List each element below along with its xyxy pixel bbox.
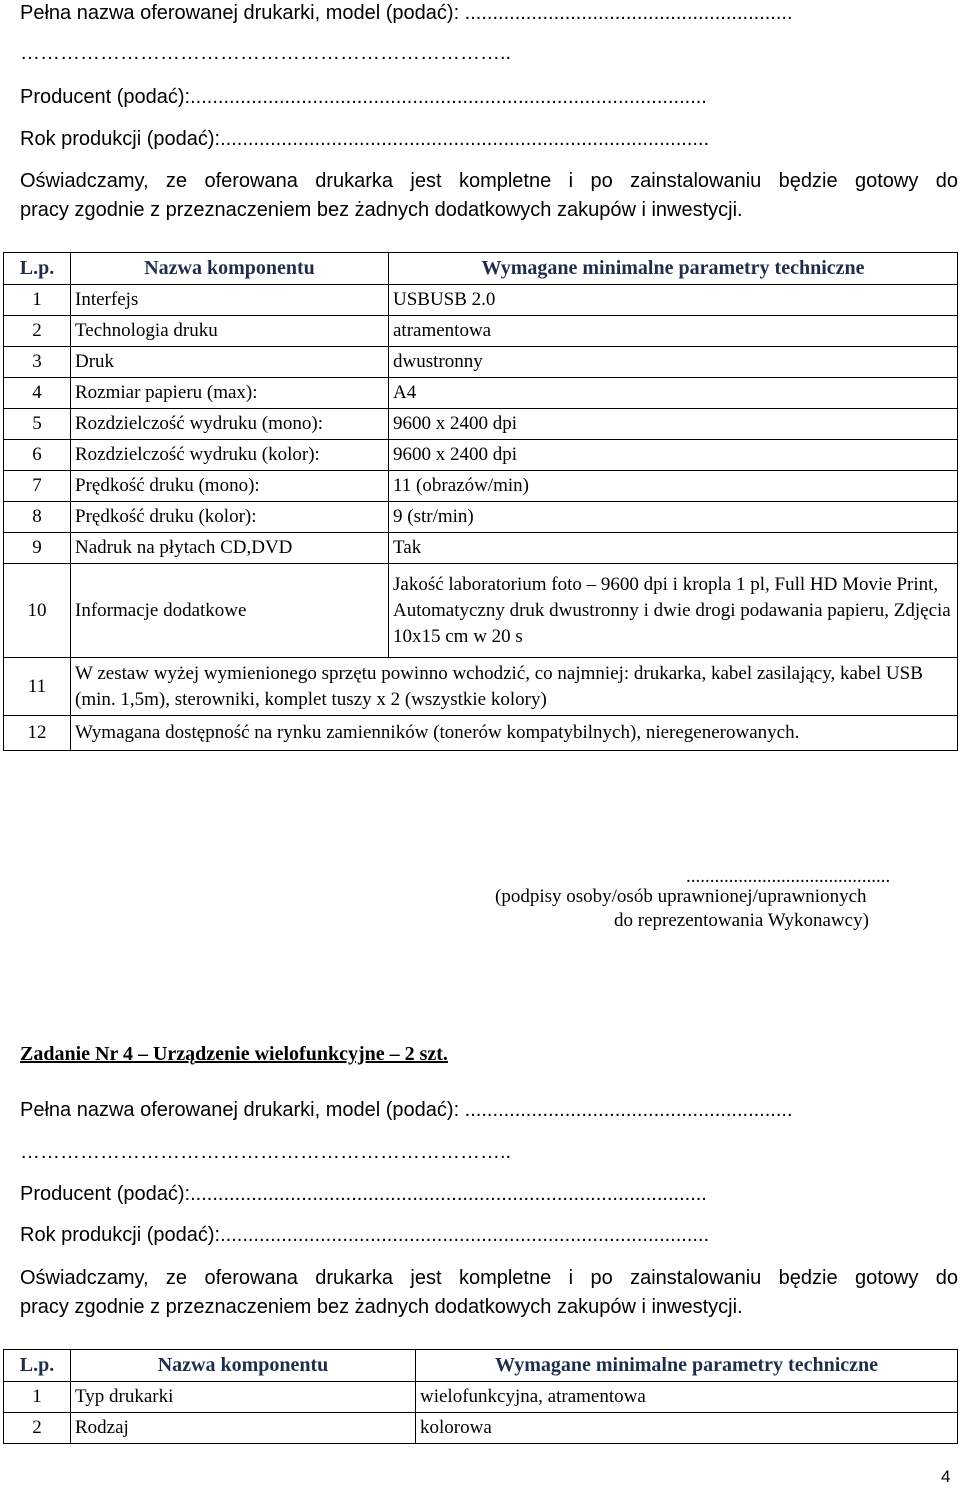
component-value: kolorowa — [416, 1413, 958, 1444]
declaration-line-2: pracy zgodnie z przeznaczeniem bez żadnych dodatkowych zakupów i inwestycji. — [20, 1296, 743, 1318]
component-value: 9 (str/min) — [389, 502, 958, 533]
year-line: Rok produkcji (podać):........................................................................................ — [20, 1224, 710, 1246]
row-number: 1 — [4, 1382, 71, 1413]
declaration-line-1: Oświadczamy, ze oferowana drukarka jest kompletne i po zainstalowaniu będzie gotowy do — [20, 1267, 958, 1289]
declaration-line-1: Oświadczamy, ze oferowana drukarka jest kompletne i po zainstalowaniu będzie gotowy do — [20, 170, 958, 192]
component-value: dwustronny — [389, 347, 958, 378]
page-number: 4 — [941, 1467, 951, 1486]
dots-line: ……………………………………………………………….. — [20, 1141, 512, 1163]
year-line: Rok produkcji (podać):........................................................................................ — [20, 128, 710, 150]
component-value: 11 (obrazów/min) — [389, 471, 958, 502]
column-header-name: Nazwa komponentu — [71, 253, 389, 285]
column-header-params: Wymagane minimalne parametry techniczne — [389, 253, 958, 285]
component-value: Jakość laboratorium foto – 9600 dpi i kropla 1 pl, Full HD Movie Print, Automatyczny druk dwustronny i dwie drogi podawania papieru, Zdjęcia 10x15 cm w 20 s — [389, 564, 958, 658]
component-name: Informacje dodatkowe — [71, 564, 389, 658]
table-row — [4, 347, 958, 378]
component-value: USBUSB 2.0 — [389, 285, 958, 316]
producer-line: Producent (podać):............................................................................................. — [20, 1183, 707, 1205]
table-row — [4, 378, 958, 409]
table-row — [4, 502, 958, 533]
component-name: Prędkość druku (kolor): — [71, 502, 389, 533]
component-name: Technologia druku — [71, 316, 389, 347]
row-number: 7 — [4, 471, 71, 502]
table-row — [4, 471, 958, 502]
column-header-lp: L.p. — [4, 253, 71, 285]
row-number: 1 — [4, 285, 71, 316]
component-value: 9600 x 2400 dpi — [389, 409, 958, 440]
table-row — [4, 440, 958, 471]
table-row — [4, 1382, 958, 1413]
component-name: Druk — [71, 347, 389, 378]
package-contents: W zestaw wyżej wymienionego sprzętu powinno wchodzić, co najmniej: drukarka, kabel zasilający, kabel USB (min. 1,5m), sterowniki, komplet tuszy x 2 (wszystkie kolory) — [71, 658, 958, 716]
table-row — [4, 409, 958, 440]
table-row — [4, 533, 958, 564]
column-header-lp: L.p. — [4, 1350, 71, 1382]
requirements-table-1 — [3, 252, 958, 751]
row-number: 5 — [4, 409, 71, 440]
component-value: wielofunkcyjna, atramentowa — [416, 1382, 958, 1413]
column-header-name: Nazwa komponentu — [71, 1350, 416, 1382]
row-number: 2 — [4, 1413, 71, 1444]
row-number: 12 — [4, 716, 71, 751]
full-name-line: Pełna nazwa oferowanej drukarki, model (podać): ........................................................... — [20, 2, 793, 24]
table-row — [4, 658, 958, 716]
column-header-params: Wymagane minimalne parametry techniczne — [416, 1350, 958, 1382]
component-value: Tak — [389, 533, 958, 564]
component-name: Interfejs — [71, 285, 389, 316]
table-row — [4, 1413, 958, 1444]
component-name: Prędkość druku (mono): — [71, 471, 389, 502]
row-number: 8 — [4, 502, 71, 533]
table-row — [4, 716, 958, 751]
row-number: 3 — [4, 347, 71, 378]
table-row — [4, 285, 958, 316]
row-number: 9 — [4, 533, 71, 564]
component-name: Rozmiar papieru (max): — [71, 378, 389, 409]
component-value: 9600 x 2400 dpi — [389, 440, 958, 471]
row-number: 11 — [4, 658, 71, 716]
component-value: atramentowa — [389, 316, 958, 347]
row-number: 10 — [4, 564, 71, 658]
component-name: Rozdzielczość wydruku (kolor): — [71, 440, 389, 471]
signature-dots: ........................................... — [686, 866, 891, 887]
signature-caption-line-1: (podpisy osoby/osób uprawnionej/uprawnionych — [495, 886, 867, 907]
declaration-line-2: pracy zgodnie z przeznaczeniem bez żadnych dodatkowych zakupów i inwestycji. — [20, 199, 743, 221]
replacement-availability: Wymagana dostępność na rynku zamienników (tonerów kompatybilnych), nieregenerowanych. — [71, 716, 958, 751]
component-name: Typ drukarki — [71, 1382, 416, 1413]
component-name: Nadruk na płytach CD,DVD — [71, 533, 389, 564]
producer-line: Producent (podać):............................................................................................. — [20, 86, 707, 108]
table-header-row — [4, 1350, 958, 1382]
table-row — [4, 316, 958, 347]
table-header-row — [4, 253, 958, 285]
requirements-table-2 — [3, 1349, 958, 1444]
component-value: A4 — [389, 378, 958, 409]
signature-caption-line-2: do reprezentowania Wykonawcy) — [614, 910, 869, 931]
row-number: 2 — [4, 316, 71, 347]
component-name: Rodzaj — [71, 1413, 416, 1444]
section-heading: Zadanie Nr 4 – Urządzenie wielofunkcyjne – 2 szt. — [20, 1043, 448, 1065]
table-row — [4, 564, 958, 658]
dots-line: ……………………………………………………………….. — [20, 42, 512, 64]
full-name-line: Pełna nazwa oferowanej drukarki, model (podać): ........................................................... — [20, 1099, 793, 1121]
component-name: Rozdzielczość wydruku (mono): — [71, 409, 389, 440]
row-number: 6 — [4, 440, 71, 471]
row-number: 4 — [4, 378, 71, 409]
